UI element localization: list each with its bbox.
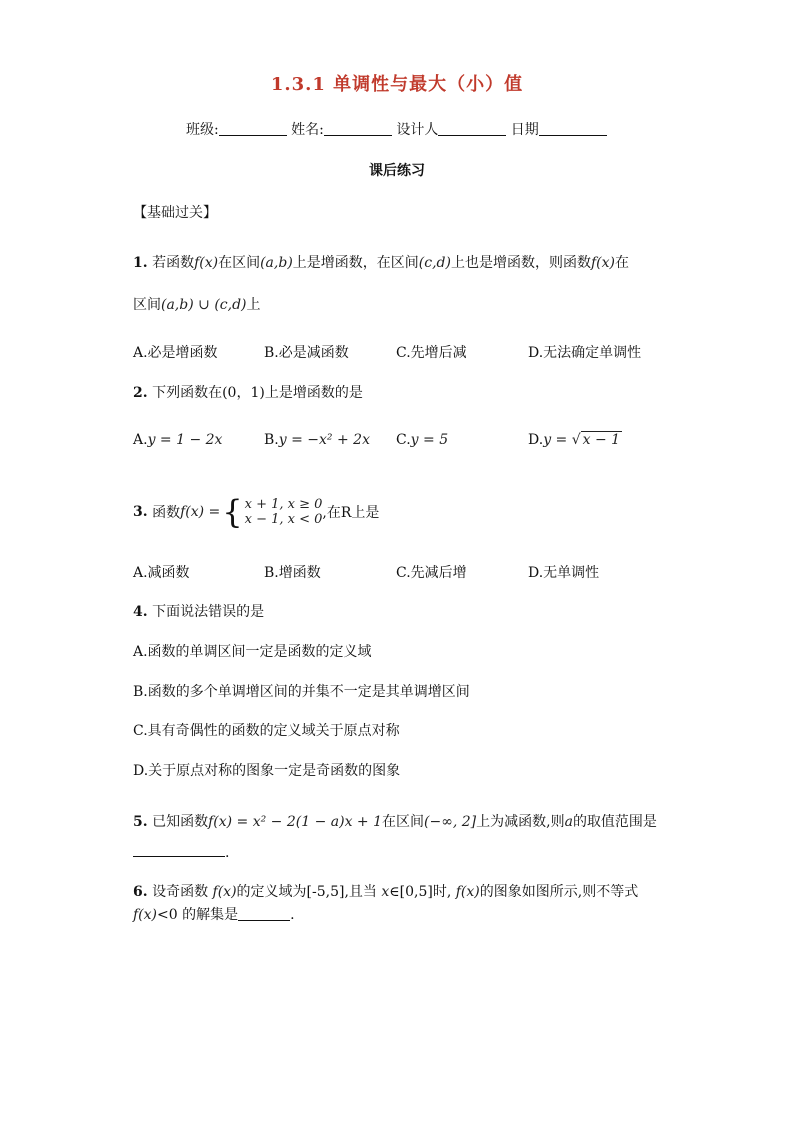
q1-text: 上是增函数，在区间 <box>292 255 419 271</box>
answer-blank[interactable] <box>238 906 290 921</box>
math-expr: (−∞, 2] <box>424 814 477 830</box>
q6-text: 的定义域为[-5,5],且当 <box>236 884 377 900</box>
option-label: D. <box>528 432 544 448</box>
q1-text: 在 <box>614 255 629 271</box>
q1-text: 上也是增函数，则函数 <box>450 255 591 271</box>
radicand: x − 1 <box>582 432 621 448</box>
option-a[interactable]: A.减函数 <box>133 565 190 581</box>
option-label: B. <box>264 432 279 448</box>
math-expr: x <box>381 884 390 900</box>
q1-text: 区间 <box>133 297 161 313</box>
q5-text: 在区间 <box>382 814 424 830</box>
question-6-line-1 <box>133 881 638 901</box>
q3-text: 函数 <box>152 505 181 521</box>
option-a[interactable]: A.函数的单调区间一定是函数的定义域 <box>133 644 372 660</box>
option-d[interactable]: D.无法确定单调性 <box>528 345 642 361</box>
question-1-line-2 <box>133 294 261 314</box>
option-c[interactable]: C.先增后减 <box>396 345 467 361</box>
q1-text: 上 <box>246 297 261 313</box>
class-label: 班级: <box>186 122 219 138</box>
question-6-line-2 <box>133 904 295 924</box>
period: . <box>290 907 295 923</box>
option-a[interactable] <box>133 432 222 448</box>
math-expr: (a,b) <box>260 255 293 271</box>
question-1-line-1 <box>133 252 629 272</box>
piece-2: x − 1, x < 0 <box>244 512 323 527</box>
option-b[interactable] <box>264 432 370 448</box>
name-label: 姓名: <box>291 122 324 138</box>
math-expr: (c,d) <box>418 255 451 271</box>
math-expr: f(x) <box>212 884 237 900</box>
option-c[interactable]: C.具有奇偶性的函数的定义域关于原点对称 <box>133 723 400 739</box>
page-title: 1.3.1 单调性与最大（小）值 <box>270 74 524 95</box>
option-b[interactable]: B.函数的多个单调增区间的并集不一定是其单调增区间 <box>133 684 470 700</box>
math-expr: a <box>564 814 573 830</box>
option-b[interactable]: B.增函数 <box>264 565 321 581</box>
section-subtitle: 课后练习 <box>369 163 425 179</box>
q3-text: ,在R上是 <box>322 505 380 521</box>
question-5 <box>133 811 657 831</box>
question-5-answer <box>133 842 229 861</box>
math-expr: y = <box>543 432 572 448</box>
question-3-options <box>133 562 673 584</box>
q1-text: 若函数 <box>152 255 195 271</box>
math-expr: f(x) <box>133 907 158 923</box>
section-heading: 【基础过关】 <box>133 205 217 221</box>
question-number: 2. <box>133 385 148 401</box>
piecewise-definition <box>245 497 323 527</box>
math-expr: y = −x² + 2x <box>278 432 370 448</box>
math-expr: f(x) <box>590 255 615 271</box>
period: . <box>225 845 230 861</box>
math-expr: f(x) <box>455 884 480 900</box>
q5-text: 已知函数 <box>152 814 209 830</box>
option-c[interactable] <box>396 432 448 448</box>
designer-blank[interactable] <box>438 121 506 136</box>
question-number: 5. <box>133 814 148 830</box>
designer-label: 设计人 <box>396 122 439 138</box>
math-expr: f(x) <box>194 255 219 271</box>
option-label: A. <box>133 432 148 448</box>
q5-text: 的取值范围是 <box>572 814 657 830</box>
question-1-options <box>133 342 673 364</box>
q1-text: 在区间 <box>218 255 261 271</box>
math-expr: (a,b) ∪ (c,d) <box>161 297 247 313</box>
q6-text: <0 的解集是 <box>157 907 239 923</box>
q5-text: 上为减函数,则 <box>476 814 565 830</box>
question-3 <box>133 493 380 531</box>
q2-text: 下列函数在(0，1)上是增函数的是 <box>152 385 363 401</box>
answer-blank[interactable] <box>133 842 225 857</box>
question-number: 6. <box>133 884 148 900</box>
q6-text: ∈[0,5]时, <box>389 884 452 900</box>
question-4 <box>133 601 264 621</box>
option-b[interactable]: B.必是减函数 <box>264 345 349 361</box>
option-label: C. <box>396 432 411 448</box>
math-expr: y = 5 <box>410 432 449 448</box>
date-blank[interactable] <box>539 121 607 136</box>
question-number: 4. <box>133 604 148 620</box>
option-c[interactable]: C.先减后增 <box>396 565 467 581</box>
question-number: 1. <box>133 255 148 271</box>
math-expr: f(x) = x² − 2(1 − a)x + 1 <box>208 814 382 830</box>
class-blank[interactable] <box>219 121 287 136</box>
student-info-line <box>186 119 607 139</box>
q6-text: 设奇函数 <box>152 884 209 900</box>
math-expr: y = 1 − 2x <box>147 432 223 448</box>
question-number: 3. <box>133 504 148 520</box>
q6-text: 的图象如图所示,则不等式 <box>479 884 639 900</box>
math-expr: f(x) = <box>180 504 221 520</box>
q4-text: 下面说法错误的是 <box>152 604 265 620</box>
option-d[interactable]: D.无单调性 <box>528 565 600 581</box>
question-2 <box>133 382 363 402</box>
piece-1: x + 1, x ≥ 0 <box>244 497 323 512</box>
name-blank[interactable] <box>324 121 392 136</box>
option-d[interactable]: D.关于原点对称的图象一定是奇函数的图象 <box>133 763 401 779</box>
date-label: 日期 <box>510 122 539 138</box>
option-d[interactable]: D.y = √ x − 1 <box>528 432 621 448</box>
brace-symbol: { <box>222 493 243 531</box>
option-a[interactable]: A.必是增函数 <box>133 345 218 361</box>
question-2-options <box>133 432 673 454</box>
